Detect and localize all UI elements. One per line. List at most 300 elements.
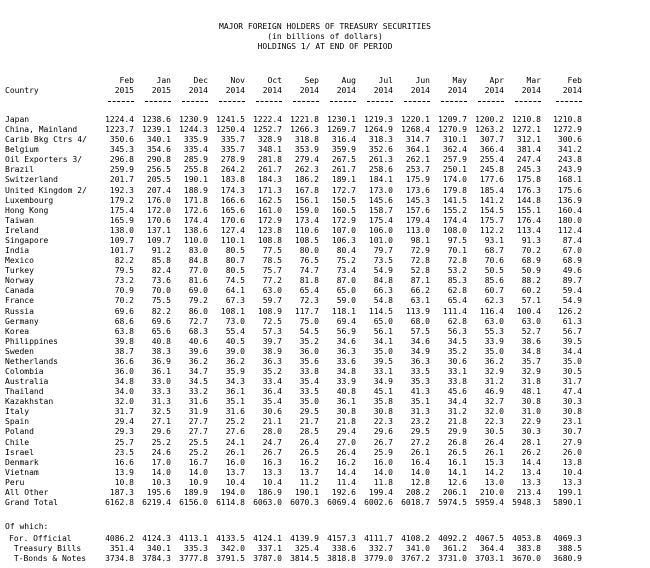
table-cell: 364.1 [405, 145, 430, 154]
table-cell: 110.0 [183, 236, 208, 245]
table-row [0, 135, 650, 145]
row-country-label: Taiwan [5, 216, 34, 225]
table-cell: 117.7 [294, 307, 319, 316]
table-cell: 1230.9 [179, 115, 208, 124]
table-cell: 4053.8 [512, 534, 541, 543]
table-cell: 116.4 [479, 307, 504, 316]
table-cell: 72.5 [262, 317, 282, 326]
table-cell: 67.0 [562, 246, 582, 255]
table-row [0, 307, 650, 317]
table-cell: 34.8 [336, 367, 356, 376]
table-row-sub [0, 534, 650, 544]
table-cell: 161.0 [257, 206, 282, 215]
table-cell: 328.9 [257, 135, 282, 144]
table-cell: 62.8 [447, 286, 467, 295]
table-cell: 14.2 [484, 468, 504, 477]
table-cell: 26.7 [262, 448, 282, 457]
table-cell: 72.8 [447, 256, 467, 265]
table-cell: 34.1 [373, 337, 393, 346]
table-row [0, 186, 650, 196]
header-underline [367, 101, 393, 102]
table-cell: 65.6 [151, 327, 171, 336]
table-cell: 25.2 [151, 438, 171, 447]
table-cell: 73.0 [225, 317, 245, 326]
table-cell: 68.7 [484, 246, 504, 255]
table-cell: 50.5 [484, 266, 504, 275]
column-month: Jan [156, 76, 171, 85]
table-cell: 335.4 [183, 145, 208, 154]
table-cell: 68.0 [410, 317, 430, 326]
table-cell: 74.7 [299, 266, 319, 275]
table-row [0, 155, 650, 165]
table-cell: 33.5 [299, 387, 319, 396]
table-cell: 73.4 [336, 266, 356, 275]
table-cell: 34.5 [447, 337, 467, 346]
table-cell: 54.5 [299, 327, 319, 336]
table-cell: 4157.3 [327, 534, 356, 543]
table-cell: 27.1 [151, 417, 171, 426]
table-cell: 354.6 [146, 145, 171, 154]
table-cell: 261.7 [331, 165, 356, 174]
table-cell: 6162.8 [105, 498, 134, 507]
table-cell: 1268.4 [401, 125, 430, 134]
table-cell: 186.9 [257, 488, 282, 497]
table-cell: 52.8 [410, 266, 430, 275]
table-cell: 24.1 [225, 438, 245, 447]
table-cell: 65.0 [336, 286, 356, 295]
table-row [0, 175, 650, 185]
table-cell: 35.0 [299, 397, 319, 406]
table-cell: 1222.4 [253, 115, 282, 124]
table-cell: 91.2 [151, 246, 171, 255]
table-row [0, 337, 650, 347]
table-cell: 72.3 [299, 296, 319, 305]
table-cell: 33.8 [299, 367, 319, 376]
table-cell: 75.7 [262, 266, 282, 275]
table-cell: 22.9 [521, 417, 541, 426]
table-cell: 75.0 [299, 317, 319, 326]
table-cell: 32.7 [484, 397, 504, 406]
column-year: 2014 [336, 86, 356, 95]
table-cell: 26.5 [299, 448, 319, 457]
table-cell: 59.7 [262, 296, 282, 305]
table-cell: 10.8 [114, 478, 134, 487]
row-country-label: Kazakhstan [5, 397, 54, 406]
table-cell: 185.4 [479, 186, 504, 195]
table-cell: 39.6 [188, 347, 208, 356]
table-cell: 31.3 [151, 397, 171, 406]
table-cell: 345.3 [109, 145, 134, 154]
row-country-label: United Kingdom 2/ [5, 186, 87, 195]
column-year: 2014 [225, 86, 245, 95]
table-cell: 171.8 [183, 196, 208, 205]
table-cell: 64.1 [225, 286, 245, 295]
table-cell: 31.6 [188, 397, 208, 406]
table-cell: 33.4 [262, 377, 282, 386]
table-cell: 13.7 [225, 468, 245, 477]
table-cell: 31.7 [114, 407, 134, 416]
table-cell: 72.8 [410, 256, 430, 265]
table-cell: 87.4 [562, 236, 582, 245]
table-cell: 33.9 [336, 377, 356, 386]
table-cell: 314.7 [405, 135, 430, 144]
table-cell: 183.8 [220, 175, 245, 184]
table-cell: 12.8 [410, 478, 430, 487]
table-cell: 81.6 [188, 276, 208, 285]
table-cell: 6219.4 [142, 498, 171, 507]
table-row [0, 417, 650, 427]
table-cell: 25.2 [188, 448, 208, 457]
table-row-sub [0, 544, 650, 554]
table-cell: 1241.5 [216, 115, 245, 124]
table-cell: 325.4 [294, 544, 319, 553]
table-cell: 145.6 [368, 196, 393, 205]
header-years-row [0, 86, 650, 96]
table-cell: 172.0 [146, 206, 171, 215]
table-cell: 65.0 [373, 317, 393, 326]
table-cell: 47.4 [562, 387, 582, 396]
table-cell: 26.0 [562, 448, 582, 457]
table-cell: 32.9 [484, 367, 504, 376]
table-row [0, 226, 650, 236]
table-cell: 21.8 [336, 417, 356, 426]
table-cell: 36.6 [114, 357, 134, 366]
table-cell: 155.2 [442, 206, 467, 215]
table-row [0, 468, 650, 478]
table-cell: 279.4 [294, 155, 319, 164]
table-cell: 113.0 [405, 226, 430, 235]
table-cell: 3787.0 [253, 554, 282, 563]
table-cell: 14.0 [410, 468, 430, 477]
table-cell: 35.1 [225, 397, 245, 406]
table-cell: 175.7 [479, 216, 504, 225]
table-cell: 40.8 [151, 337, 171, 346]
table-cell: 1263.2 [475, 125, 504, 134]
table-cell: 107.0 [331, 226, 356, 235]
table-cell: 30.7 [562, 427, 582, 436]
table-cell: 32.0 [114, 397, 134, 406]
table-cell: 5890.1 [553, 498, 582, 507]
table-cell: 36.3 [262, 357, 282, 366]
table-cell: 78.5 [262, 256, 282, 265]
table-cell: 3734.8 [105, 554, 134, 563]
table-cell: 80.5 [225, 246, 245, 255]
table-cell: 190.1 [294, 488, 319, 497]
table-cell: 33.6 [336, 357, 356, 366]
table-cell: 36.0 [299, 347, 319, 356]
table-cell: 28.5 [299, 427, 319, 436]
column-month: Nov [230, 76, 245, 85]
table-cell: 5959.4 [475, 498, 504, 507]
header-underline [219, 101, 245, 102]
table-cell: 74.5 [225, 276, 245, 285]
table-cell: 6063.0 [253, 498, 282, 507]
table-cell: 31.7 [562, 377, 582, 386]
table-cell: 195.6 [146, 488, 171, 497]
table-cell: 63.0 [484, 317, 504, 326]
table-cell: 31.0 [521, 407, 541, 416]
table-cell: 189.9 [183, 488, 208, 497]
table-cell: 29.5 [299, 407, 319, 416]
table-cell: 30.8 [373, 407, 393, 416]
table-cell: 4069.3 [553, 534, 582, 543]
column-month: Jun [415, 76, 430, 85]
table-row [0, 236, 650, 246]
table-cell: 30.8 [521, 397, 541, 406]
table-cell: 173.4 [294, 216, 319, 225]
table-cell: 35.4 [299, 377, 319, 386]
table-row [0, 115, 650, 125]
table-cell: 76.5 [299, 256, 319, 265]
table-cell: 29.9 [447, 427, 467, 436]
table-cell: 1210.8 [553, 115, 582, 124]
table-cell: 13.0 [484, 478, 504, 487]
table-cell: 75.2 [336, 256, 356, 265]
table-cell: 88.2 [521, 276, 541, 285]
table-cell: 26.1 [225, 448, 245, 457]
table-cell: 27.6 [225, 427, 245, 436]
table-cell: 118.1 [331, 307, 356, 316]
table-row [0, 296, 650, 306]
table-cell: 17.0 [151, 458, 171, 467]
table-cell: 75.5 [151, 296, 171, 305]
table-cell: 59.4 [562, 286, 582, 295]
table-cell: 73.5 [373, 256, 393, 265]
table-cell: 127.4 [220, 226, 245, 235]
table-cell: 11.4 [336, 478, 356, 487]
table-cell: 69.4 [336, 317, 356, 326]
header-underline [404, 101, 430, 102]
column-month: May [452, 76, 467, 85]
table-cell: 11.2 [299, 478, 319, 487]
table-cell: 32.5 [151, 407, 171, 416]
table-cell: 31.3 [410, 407, 430, 416]
table-cell: 21.1 [262, 417, 282, 426]
column-year: 2014 [188, 86, 208, 95]
table-cell: 179.4 [405, 216, 430, 225]
table-cell: 267.5 [331, 155, 356, 164]
table-cell: 106.3 [331, 236, 356, 245]
table-cell: 45.1 [373, 387, 393, 396]
table-cell: 165.6 [220, 206, 245, 215]
table-cell: 170.6 [146, 216, 171, 225]
column-month: Mar [526, 76, 541, 85]
table-cell: 4139.9 [290, 534, 319, 543]
table-cell: 1266.3 [290, 125, 319, 134]
table-cell: 68.9 [521, 256, 541, 265]
table-cell: 63.0 [521, 317, 541, 326]
table-cell: 243.8 [557, 155, 582, 164]
table-cell: 108.9 [257, 307, 282, 316]
table-cell: 68.6 [114, 317, 134, 326]
table-cell: 341.2 [557, 145, 582, 154]
table-cell: 40.6 [188, 337, 208, 346]
table-cell: 27.9 [562, 438, 582, 447]
table-cell: 174.3 [220, 186, 245, 195]
table-cell: 70.6 [484, 256, 504, 265]
table-cell: 13.3 [262, 468, 282, 477]
table-cell: 3818.8 [327, 554, 356, 563]
table-cell: 36.2 [484, 357, 504, 366]
table-cell: 35.0 [373, 347, 393, 356]
table-cell: 261.7 [257, 165, 282, 174]
table-cell: 36.3 [336, 347, 356, 356]
table-cell: 79.5 [114, 266, 134, 275]
table-row [0, 458, 650, 468]
table-cell: 56.9 [336, 327, 356, 336]
table-cell: 33.0 [151, 377, 171, 386]
table-cell: 21.8 [447, 417, 467, 426]
table-cell: 56.1 [373, 327, 393, 336]
table-cell: 364.4 [479, 544, 504, 553]
table-cell: 348.1 [257, 145, 282, 154]
table-cell: 310.1 [442, 135, 467, 144]
table-row [0, 246, 650, 256]
row-country-label: Spain [5, 417, 30, 426]
table-cell: 80.5 [225, 266, 245, 275]
table-cell: 264.2 [220, 165, 245, 174]
table-cell: 10.4 [562, 468, 582, 477]
table-cell: 16.2 [299, 458, 319, 467]
row-country-label: Canada [5, 286, 34, 295]
table-cell: 101.7 [109, 246, 134, 255]
table-cell: 25.7 [114, 438, 134, 447]
table-cell: 54.9 [373, 266, 393, 275]
table-cell: 52.7 [521, 327, 541, 336]
table-cell: 318.8 [294, 135, 319, 144]
table-cell: 69.6 [114, 307, 134, 316]
table-cell: 36.1 [151, 367, 171, 376]
table-cell: 1272.9 [553, 125, 582, 134]
table-cell: 352.6 [368, 145, 393, 154]
table-cell: 26.7 [373, 438, 393, 447]
table-cell: 33.5 [410, 367, 430, 376]
table-cell: 33.8 [447, 377, 467, 386]
column-month: Sep [304, 76, 319, 85]
table-cell: 205.5 [146, 175, 171, 184]
table-cell: 160.4 [557, 206, 582, 215]
table-cell: 73.6 [151, 276, 171, 285]
table-cell: 39.8 [114, 337, 134, 346]
table-cell: 84.8 [373, 276, 393, 285]
table-cell: 154.5 [479, 206, 504, 215]
table-cell: 175.4 [368, 216, 393, 225]
table-cell: 353.9 [294, 145, 319, 154]
column-month: Apr [489, 76, 504, 85]
column-month: Feb [567, 76, 582, 85]
table-cell: 26.2 [521, 448, 541, 457]
table-cell: 173.0 [368, 186, 393, 195]
table-cell: 33.3 [151, 387, 171, 396]
column-month: Feb [119, 76, 134, 85]
row-country-label: Poland [5, 427, 34, 436]
table-cell: 174.4 [183, 216, 208, 225]
table-cell: 33.1 [447, 367, 467, 376]
table-row [0, 125, 650, 135]
table-cell: 21.7 [299, 417, 319, 426]
table-row [0, 427, 650, 437]
table-row [0, 165, 650, 175]
table-cell: 175.6 [557, 186, 582, 195]
row-country-label: Singapore [5, 236, 49, 245]
row-country-label: Vietnam [5, 468, 39, 477]
table-cell: 35.1 [410, 397, 430, 406]
table-cell: 57.5 [410, 327, 430, 336]
table-cell: 112.4 [557, 226, 582, 235]
table-cell: 70.2 [521, 246, 541, 255]
table-cell: 350.6 [109, 135, 134, 144]
table-cell: 335.9 [183, 135, 208, 144]
row-country-label: Peru [5, 478, 25, 487]
table-cell: 50.9 [521, 266, 541, 275]
table-cell: 6018.7 [401, 498, 430, 507]
table-cell: 250.1 [442, 165, 467, 174]
table-cell: 65.4 [299, 286, 319, 295]
table-cell: 259.9 [109, 165, 134, 174]
table-cell: 11.8 [373, 478, 393, 487]
table-cell: 184.3 [257, 175, 282, 184]
table-row [0, 387, 650, 397]
table-cell: 1220.1 [401, 115, 430, 124]
table-cell: 29.3 [114, 427, 134, 436]
row-country-label: Denmark [5, 458, 39, 467]
table-cell: 57.3 [262, 327, 282, 336]
table-cell: 32.0 [484, 407, 504, 416]
title-line-3: HOLDINGS 1/ AT END OF PERIOD [257, 42, 393, 51]
table-cell: 15.3 [484, 458, 504, 467]
table-cell: 108.5 [294, 236, 319, 245]
column-month: Oct [267, 76, 282, 85]
table-cell: 36.2 [225, 357, 245, 366]
table-cell: 27.7 [188, 417, 208, 426]
table-cell: 166.6 [220, 196, 245, 205]
table-cell: 26.5 [447, 448, 467, 457]
table-row [0, 347, 650, 357]
table-cell: 28.1 [521, 438, 541, 447]
table-cell: 27.2 [410, 438, 430, 447]
column-year: 2015 [151, 86, 171, 95]
table-cell: 167.8 [294, 186, 319, 195]
row-country-label: France [5, 296, 34, 305]
table-cell: 175.4 [109, 206, 134, 215]
of-which-row [0, 522, 650, 532]
table-cell: 300.6 [557, 135, 582, 144]
table-cell: 82.2 [151, 307, 171, 316]
table-cell: 26.1 [410, 448, 430, 457]
table-cell: 87.1 [410, 276, 430, 285]
table-cell: 36.4 [262, 387, 282, 396]
table-cell: 3791.5 [216, 554, 245, 563]
row-country-label: Luxembourg [5, 196, 54, 205]
table-cell: 190.1 [183, 175, 208, 184]
table-cell: 41.3 [410, 387, 430, 396]
header-months-row [0, 76, 650, 86]
table-row [0, 216, 650, 226]
table-cell: 101.0 [368, 236, 393, 245]
table-cell: 1239.1 [142, 125, 171, 134]
table-cell: 110.1 [220, 236, 245, 245]
table-cell: 60.7 [484, 286, 504, 295]
table-cell: 180.0 [557, 216, 582, 225]
table-cell: 80.4 [336, 246, 356, 255]
table-cell: 179.2 [109, 196, 134, 205]
table-cell: 4113.1 [179, 534, 208, 543]
table-cell: 262.3 [294, 165, 319, 174]
table-cell: 34.3 [225, 377, 245, 386]
table-cell: 13.8 [562, 458, 582, 467]
column-year: 2014 [562, 86, 582, 95]
table-cell: 6156.0 [179, 498, 208, 507]
